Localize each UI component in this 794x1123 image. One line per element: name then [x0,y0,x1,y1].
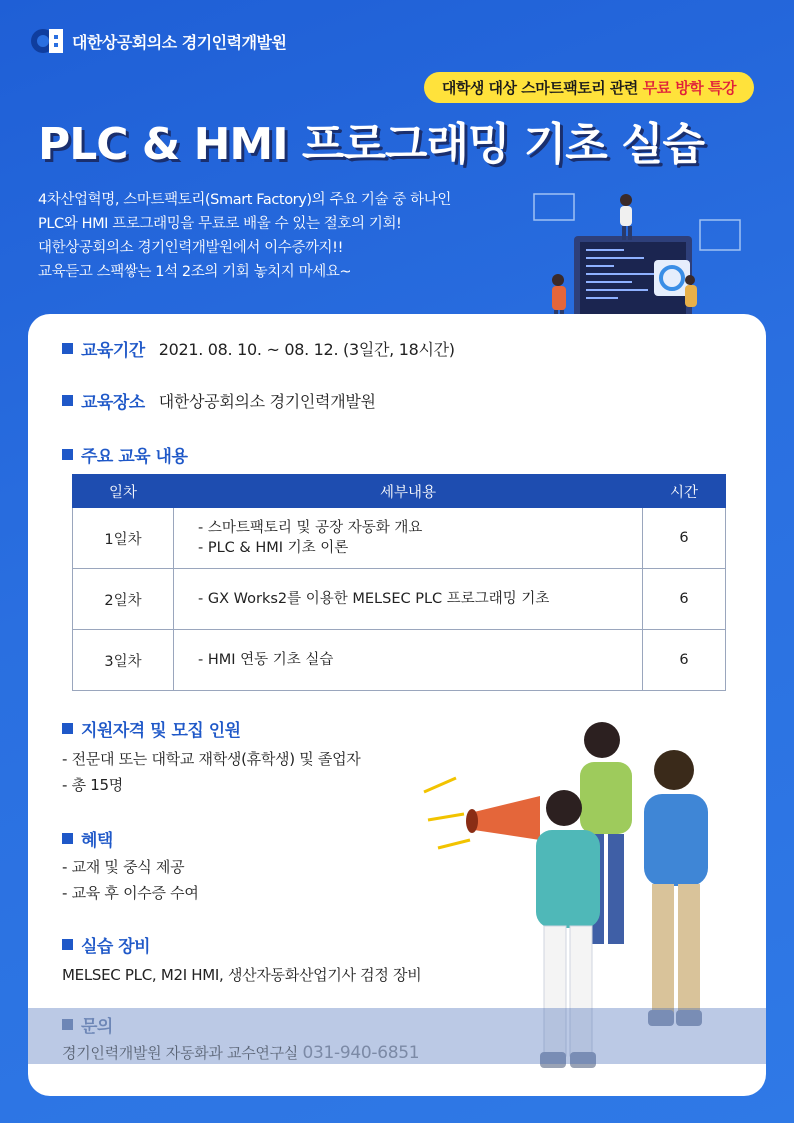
content-section [62,442,187,467]
bullet-square-icon [62,723,73,734]
eligibility-list [62,746,360,798]
detail-cell [174,630,643,691]
page-title: PLC & HMI 프로그래밍 기초 실습 [38,119,705,170]
period-value: 2021. 08. 10. ~ 08. 12. (3일간, 18시간) [158,340,455,359]
detail-line: - HMI 연동 기초 실습 [198,652,334,668]
list-item: - 전문대 또는 대학교 재학생(휴학생) 및 졸업자 [62,750,361,768]
bullet-square-icon [62,833,73,844]
contact-section [62,1012,113,1037]
bullet-square-icon [62,1019,73,1030]
info-card [28,314,766,1096]
schedule-table [72,474,726,691]
table-header-row [73,475,726,508]
equipment-section [62,932,150,957]
detail-cell [174,508,643,569]
column-header: 세부내용 [174,475,643,508]
equipment-list [62,962,421,988]
logo-gear-icon [30,26,64,56]
benefits-list [62,854,199,906]
intro-line: 대한상공회의소 경기인력개발원에서 이수증까지!! [38,240,343,256]
equipment-label: 실습 장비 [81,937,151,957]
intro-line: PLC와 HMI 프로그래밍을 무료로 배울 수 있는 절호의 기회! [38,216,402,232]
contact-label: 문의 [81,1017,113,1037]
column-header: 일차 [73,475,174,508]
intro-line: 교육듣고 스팩쌓는 1석 2조의 기회 놓치지 마세요~ [38,264,352,280]
bullet-square-icon [62,395,73,406]
badge-text: 대학생 대상 스마트팩토리 관련 [441,79,643,97]
detail-line: - 스마트팩토리 및 공장 자동화 개요 [198,520,423,536]
equipment-value: MELSEC PLC, M2I HMI, 생산자동화산업기사 검정 장비 [62,966,422,984]
detail-cell [174,569,643,630]
column-header: 시간 [643,475,726,508]
org-logo [30,26,286,56]
detail-line: - PLC & HMI 기초 이론 [198,540,349,556]
org-name: 대한상공회의소 경기인력개발원 [72,32,287,52]
hours-cell: 6 [643,630,726,691]
venue-section [62,388,376,413]
contact-text: 경기인력개발원 자동화과 교수연구실 [62,1044,303,1062]
period-label: 교육기간 [81,341,145,361]
table-row [73,569,726,630]
intro-line: 4차산업혁명, 스마트팩토리(Smart Factory)의 주요 기술 중 하나인 [38,192,451,208]
list-item: - 총 15명 [62,776,123,794]
day-cell: 1일차 [73,508,174,569]
intro-text [38,188,451,284]
day-cell: 3일차 [73,630,174,691]
table-row [73,508,726,569]
list-item: - 교재 및 중식 제공 [62,858,185,876]
hours-cell: 6 [643,569,726,630]
table-row [73,630,726,691]
badge-highlight: 무료 방학 특강 [642,79,736,97]
detail-line: - GX Works2를 이용한 MELSEC PLC 프로그래밍 기초 [198,591,550,607]
contact-info [62,1042,419,1063]
event-badge [424,72,754,103]
list-item: - 교육 후 이수증 수여 [62,884,199,902]
benefits-section [62,826,113,851]
bullet-square-icon [62,939,73,950]
venue-value: 대한상공회의소 경기인력개발원 [158,392,376,411]
content-label: 주요 교육 내용 [81,447,188,467]
eligibility-section [62,716,241,741]
hours-cell: 6 [643,508,726,569]
day-cell: 2일차 [73,569,174,630]
benefits-label: 혜택 [81,831,113,851]
venue-label: 교육장소 [81,393,145,413]
period-section [62,336,455,361]
bullet-square-icon [62,343,73,354]
contact-phone[interactable]: 031-940-6851 [302,1043,420,1063]
eligibility-label: 지원자격 및 모집 인원 [81,721,241,741]
bullet-square-icon [62,449,73,460]
